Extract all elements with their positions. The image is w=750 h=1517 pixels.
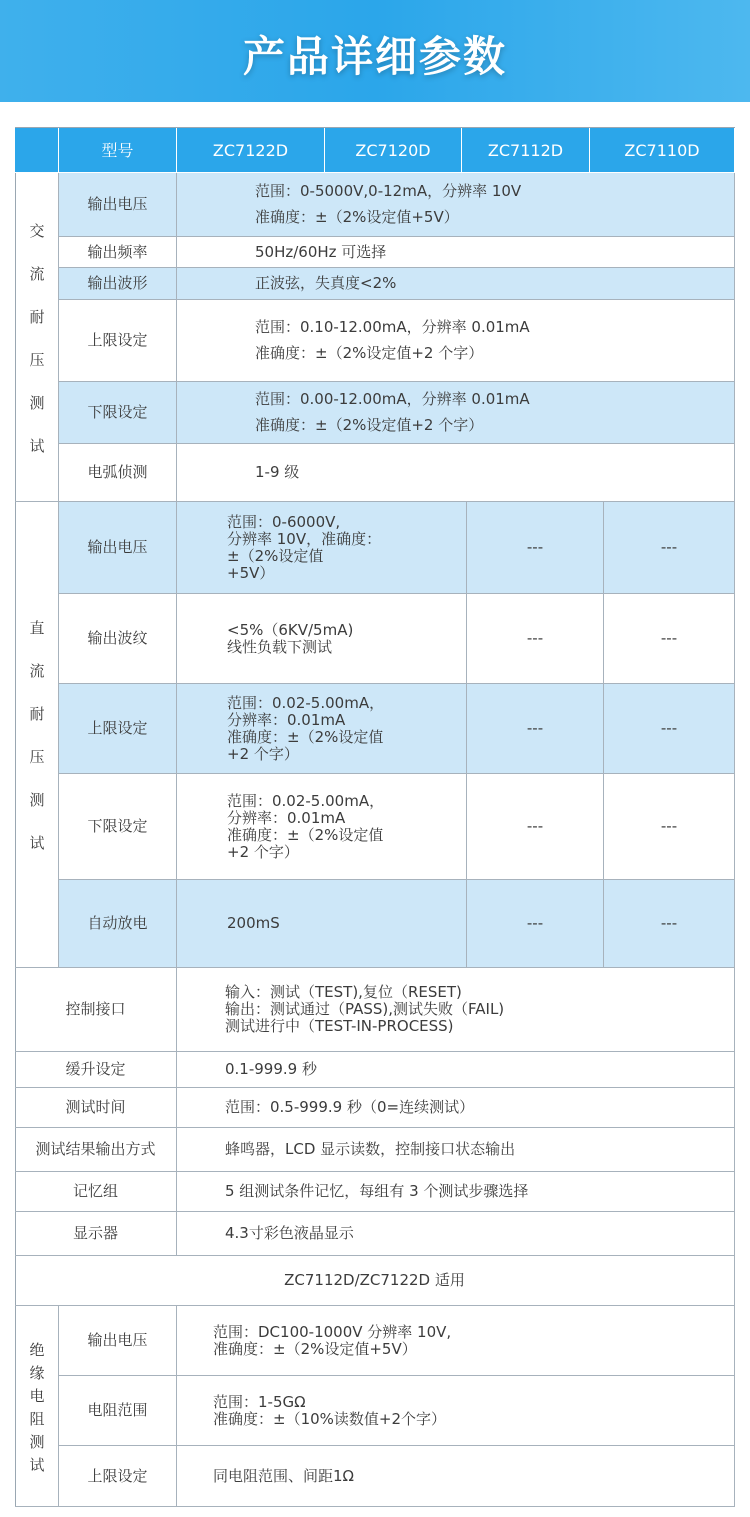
value-line: 范围：0.02-5.00mA， [227, 693, 385, 712]
dc-group-label-char: 试 [29, 834, 45, 852]
ac-value-2 [177, 268, 735, 300]
general-label-4 [15, 1172, 177, 1212]
value-line: 输出：测试通过（PASS),测试失败（FAIL) [225, 1000, 505, 1018]
value-line: 线性负载下测试 [227, 637, 333, 656]
ir-group-label-char: 电 [29, 1386, 45, 1405]
ir-group-label-char: 缘 [29, 1363, 45, 1382]
value-line: 准确度：±（2%设定值+2 个字） [255, 416, 484, 434]
ac-value-3-lines [255, 319, 530, 362]
dc-group-label-char: 耐 [29, 705, 45, 723]
ir-label-1-text: 电阻范围 [87, 1401, 148, 1419]
dc-na-0-b [604, 502, 735, 594]
value-line: 5 组测试条件记忆，每组有 3 个测试步骤选择 [225, 1182, 529, 1200]
dc-group-label-char: 流 [29, 662, 45, 680]
ir-label-1 [59, 1376, 177, 1446]
header-model-ZC7112D-text: ZC7112D [487, 140, 564, 160]
dc-na-1-b-text: --- [660, 629, 678, 647]
dc-na-3-b [604, 774, 735, 880]
dc-label-0 [59, 502, 177, 594]
value-line: 范围：0.00-12.00mA，分辨率 0.01mA [255, 390, 530, 408]
ir-label-0-text: 输出电压 [87, 1331, 148, 1349]
value-line: 范围：DC100-1000V 分辨率 10V, [213, 1322, 452, 1341]
general-value-2-lines [225, 1099, 474, 1116]
ir-value-2-lines [213, 1468, 354, 1485]
dc-na-4-b-text: --- [660, 914, 678, 932]
ir-group-label [15, 1306, 59, 1507]
dc-label-2 [59, 684, 177, 774]
general-label-2-text: 测试时间 [65, 1098, 126, 1116]
ac-value-1 [177, 237, 735, 268]
value-line: 蜂鸣器，LCD 显示读数，控制接口状态输出 [225, 1140, 516, 1158]
general-value-5-lines [225, 1225, 354, 1242]
general-value-0 [177, 968, 735, 1052]
ac-label-1-text: 输出频率 [87, 242, 148, 261]
header-model-ZC7120D-text: ZC7120D [355, 140, 431, 160]
dc-na-3-a [467, 774, 604, 880]
header-model-ZC7120D [325, 128, 462, 173]
ac-group-label-char: 耐 [29, 307, 45, 326]
ac-value-0 [177, 173, 735, 237]
general-label-1-text: 缓升设定 [65, 1060, 126, 1078]
general-value-3 [177, 1128, 735, 1172]
ac-group-label-char: 压 [29, 350, 45, 369]
value-line: 分辨率 10V，准确度： [227, 529, 382, 548]
value-line: 准确度：±（2%设定值+2 个字） [255, 344, 484, 362]
value-line: +5V） [227, 563, 275, 582]
ac-group-label-char: 测 [29, 393, 45, 412]
header-model-ZC7110D [590, 128, 735, 173]
general-label-0-text: 控制接口 [65, 1000, 126, 1018]
ac-label-5 [59, 444, 177, 502]
value-line: 范围：0.02-5.00mA， [227, 791, 385, 810]
dc-group-label-char: 压 [29, 748, 45, 766]
value-line: 正波弦，失真度<2% [255, 274, 397, 292]
value-line: +2 个字） [227, 842, 299, 861]
header-model-ZC7112D [462, 128, 590, 173]
ac-group-label [15, 173, 59, 502]
dc-na-0-a [467, 502, 604, 594]
ir-group-label-char: 绝 [29, 1340, 45, 1359]
dc-na-0-a-text: --- [526, 538, 544, 556]
dc-na-4-a-text: --- [526, 914, 544, 932]
dc-label-4-text: 自动放电 [87, 914, 148, 932]
general-label-1 [15, 1052, 177, 1088]
value-line: 分辨率：0.01mA [227, 710, 346, 729]
ac-value-1-lines [255, 244, 386, 261]
dc-group-label-char: 直 [29, 619, 45, 637]
value-line: 准确度：±（2%设定值 [227, 825, 384, 844]
value-line: 4.3寸彩色液晶显示 [225, 1224, 354, 1242]
value-line: 准确度：±（2%设定值+5V） [255, 208, 459, 226]
value-line: 分辨率：0.01mA [227, 808, 346, 827]
general-label-0 [15, 968, 177, 1052]
header-model-ZC7122D-text: ZC7122D [212, 140, 289, 160]
ac-label-3-text: 上限设定 [87, 331, 148, 349]
general-label-2 [15, 1088, 177, 1128]
general-value-0-lines [225, 984, 504, 1035]
ac-value-0-lines [255, 183, 521, 226]
general-value-3-lines [225, 1141, 515, 1158]
value-line: 200mS [227, 914, 280, 932]
value-line: ±（2%设定值 [227, 546, 324, 565]
dc-value-3-lines [227, 793, 384, 861]
dc-na-1-a [467, 594, 604, 684]
value-line: 准确度：±（2%设定值 [227, 727, 384, 746]
ac-label-4-text: 下限设定 [87, 403, 148, 421]
dc-label-2-text: 上限设定 [87, 719, 148, 737]
ir-label-0 [59, 1306, 177, 1376]
value-line: 输入：测试（TEST),复位（RESET) [225, 983, 462, 1001]
dc-group-label-char: 测 [29, 791, 45, 809]
general-value-5 [177, 1212, 735, 1256]
ac-label-0-text: 输出电压 [87, 195, 148, 213]
ac-label-4 [59, 382, 177, 444]
general-value-1 [177, 1052, 735, 1088]
value-line: 同电阻范围、间距1Ω [213, 1466, 355, 1485]
dc-na-1-b [604, 594, 735, 684]
dc-na-4-a [467, 880, 604, 968]
ac-group-label-char: 流 [29, 264, 45, 283]
ir-label-2-text: 上限设定 [87, 1466, 148, 1485]
dc-na-3-b-text: --- [660, 817, 678, 835]
applies-note-text: ZC7112D/ZC7122D 适用 [284, 1271, 465, 1289]
dc-na-0-b-text: --- [660, 538, 678, 556]
ir-group-label-char: 试 [29, 1455, 45, 1474]
dc-na-2-a-text: --- [526, 719, 544, 737]
dc-na-2-b-text: --- [660, 719, 678, 737]
ac-label-5-text: 电弧侦测 [87, 463, 148, 481]
dc-label-3-text: 下限设定 [87, 817, 148, 835]
dc-label-1 [59, 594, 177, 684]
value-line: <5%（6KV/5mA) [227, 620, 354, 639]
general-label-3 [15, 1128, 177, 1172]
ir-value-0 [177, 1306, 735, 1376]
dc-na-4-b [604, 880, 735, 968]
dc-value-1 [177, 594, 467, 684]
dc-na-1-a-text: --- [526, 629, 544, 647]
value-line: 测试进行中（TEST-IN-PROCESS) [225, 1017, 454, 1035]
dc-value-2-lines [227, 695, 384, 763]
ac-value-3 [177, 300, 735, 382]
dc-label-1-text: 输出波纹 [87, 629, 148, 647]
general-label-5 [15, 1212, 177, 1256]
general-label-4-text: 记忆组 [72, 1182, 118, 1200]
dc-label-0-text: 输出电压 [87, 538, 148, 556]
ac-value-5 [177, 444, 735, 502]
dc-na-3-a-text: --- [526, 817, 544, 835]
header-model-ZC7110D-text: ZC7110D [624, 140, 700, 160]
general-value-2 [177, 1088, 735, 1128]
general-value-4 [177, 1172, 735, 1212]
ac-value-4 [177, 382, 735, 444]
dc-label-4 [59, 880, 177, 968]
dc-value-4 [177, 880, 467, 968]
ir-value-2 [177, 1446, 735, 1507]
ac-label-2-text: 输出波形 [87, 274, 148, 292]
dc-value-4-lines [227, 915, 280, 932]
title-banner [0, 0, 750, 104]
header-model-label [59, 128, 177, 173]
ac-value-5-lines [255, 464, 299, 481]
dc-value-2 [177, 684, 467, 774]
ir-value-1-lines [213, 1394, 446, 1428]
header-corner [15, 128, 59, 173]
general-value-1-lines [225, 1061, 317, 1078]
ir-group-label-char: 测 [29, 1432, 45, 1451]
ac-value-2-lines [255, 275, 396, 292]
ac-label-2 [59, 268, 177, 300]
ac-label-1 [59, 237, 177, 268]
ir-value-0-lines [213, 1324, 451, 1358]
value-line: 范围：0.10-12.00mA，分辨率 0.01mA [255, 318, 530, 336]
general-value-4-lines [225, 1183, 528, 1200]
ac-group-label-char: 试 [29, 436, 45, 455]
dc-value-0 [177, 502, 467, 594]
ir-group-label-char: 阻 [29, 1409, 45, 1428]
value-line: 0.1-999.9 秒 [225, 1060, 317, 1078]
ac-value-4-lines [255, 391, 530, 434]
value-line: 范围：0.5-999.9 秒（0=连续测试） [225, 1098, 475, 1116]
header-model-ZC7122D [177, 128, 325, 173]
value-line: 范围：0-6000V, [227, 512, 341, 531]
page-title: 产品详细参数 [242, 32, 507, 81]
ac-group-label-char: 交 [29, 221, 45, 240]
ac-label-0 [59, 173, 177, 237]
dc-label-3 [59, 774, 177, 880]
value-line: 准确度：±（2%设定值+5V） [213, 1339, 417, 1358]
dc-group-label [15, 502, 59, 968]
dc-value-1-lines [227, 622, 353, 656]
value-line: 50Hz/60Hz 可选择 [255, 242, 387, 261]
value-line: 范围：0-5000V,0-12mA，分辨率 10V [255, 182, 522, 200]
general-label-5-text: 显示器 [72, 1224, 118, 1242]
value-line: 准确度：±（10%读数值+2个字） [213, 1409, 447, 1428]
dc-value-0-lines [227, 514, 381, 582]
value-line: 1-9 级 [255, 463, 300, 481]
dc-value-3 [177, 774, 467, 880]
ir-value-1 [177, 1376, 735, 1446]
dc-na-2-a [467, 684, 604, 774]
general-label-3-text: 测试结果输出方式 [35, 1140, 156, 1158]
value-line: +2 个字） [227, 744, 299, 763]
header-model-label-text: 型号 [101, 140, 134, 160]
value-line: 范围：1-5GΩ [213, 1392, 306, 1411]
dc-na-2-b [604, 684, 735, 774]
ac-label-3 [59, 300, 177, 382]
ir-label-2 [59, 1446, 177, 1507]
applies-note [15, 1256, 735, 1306]
